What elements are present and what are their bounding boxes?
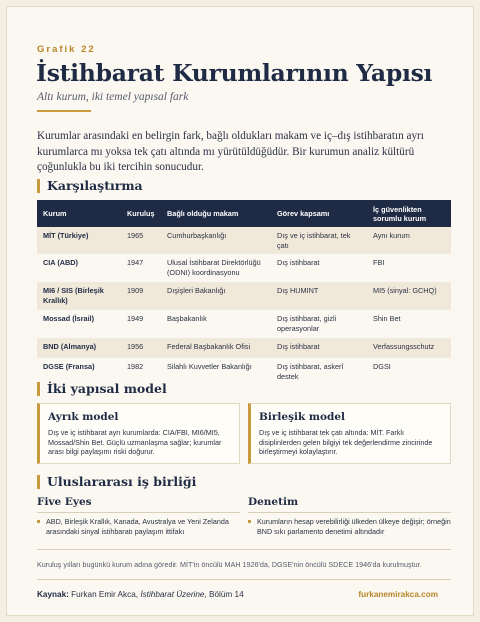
cooperation-heading-text: Uluslararası iş birliği (47, 474, 197, 489)
table-row (37, 227, 451, 254)
page-subtitle: Altı kurum, iki temel yapısal fark (37, 91, 189, 103)
cell-makam: Dışişleri Bakanlığı (161, 282, 271, 310)
oversight-item (248, 517, 451, 536)
card-title: Birleşik model (259, 411, 346, 423)
site-link[interactable]: furkanemirakca.com (358, 590, 438, 599)
card-title: Ayrık model (48, 411, 119, 423)
cell-kurulus: 1982 (121, 358, 161, 386)
table-row (37, 310, 451, 338)
divider (37, 549, 451, 550)
models-heading-text: İki yapısal model (47, 381, 167, 396)
cell-makam: Silahlı Kuvvetler Bakanlığı (161, 358, 271, 386)
cell-ic-guvenlik: Aynı kurum (367, 227, 451, 254)
comparison-heading (37, 178, 143, 193)
table-row (37, 282, 451, 310)
bullet-icon (248, 520, 251, 523)
cell-makam: Başbakanlık (161, 310, 271, 338)
cell-kurum: MİT (Türkiye) (37, 227, 121, 254)
source-label: Kaynak: (37, 590, 69, 599)
cell-makam: Ulusal İstihbarat Direktörlüğü (ODNI) koordinasyonu (161, 254, 271, 282)
section-marker (37, 475, 40, 489)
cell-kurulus: 1965 (121, 227, 161, 254)
card-body: Dış ve iç istihbarat ayrı kurumlarda: CIA/FBI, MI6/MI5, Mossad/Shin Bet. Güçlü uzmanlaşma sağlar; kurumlar arası bilgi paylaşımı riski doğurur. (48, 428, 222, 457)
cell-kapsam: Dış istihbarat, gizli operasyonlar (271, 310, 367, 338)
cell-kurum: MI6 / SIS (Birleşik Krallık) (37, 282, 121, 310)
five-eyes-title: Five Eyes (37, 496, 92, 508)
five-eyes-item (37, 517, 240, 536)
cell-kapsam: Dış istihbarat (271, 338, 367, 358)
cell-kapsam: Dış ve iç istihbarat, tek çatı (271, 227, 367, 254)
models-heading (37, 381, 167, 396)
cell-ic-guvenlik: FBI (367, 254, 451, 282)
col-header-makam: Bağlı olduğu makam (161, 200, 271, 227)
figure-kicker: Grafik 22 (37, 44, 96, 55)
cell-kurum: CIA (ABD) (37, 254, 121, 282)
cell-kapsam: Dış HUMINT (271, 282, 367, 310)
source-book: İstihbarat Üzerine (140, 590, 205, 599)
comparison-table (37, 200, 451, 386)
title-underline (37, 110, 91, 112)
footnote: Kuruluş yılları bugünkü kurum adına göredir. MİT'in öncülü MAH 1926'da, DGSE'nin öncülü SDECE 1946'da kurulmuştur. (37, 560, 422, 569)
cell-kurulus: 1949 (121, 310, 161, 338)
cooperation-heading (37, 474, 196, 489)
divider (37, 512, 240, 513)
cell-ic-guvenlik: Verfassungsschutz (367, 338, 451, 358)
divider (37, 579, 451, 580)
comparison-heading-text: Karşılaştırma (47, 178, 143, 193)
source-line (37, 590, 244, 599)
cell-ic-guvenlik: DGSI (367, 358, 451, 386)
cell-kapsam: Dış istihbarat, askerî destek (271, 358, 367, 386)
oversight-title: Denetim (248, 496, 299, 508)
cell-makam: Cumhurbaşkanlığı (161, 227, 271, 254)
card-body: Dış ve iç istihbarat tek çatı altında: MİT. Farklı disiplinlerden gelen bilgiyi tek değerlendirme zincirinde birleştirmeyi kolaylaştırır. (259, 428, 433, 457)
table-header-row (37, 200, 451, 227)
bullet-icon (37, 520, 40, 523)
table-row (37, 338, 451, 358)
col-header-kurum: Kurum (37, 200, 121, 227)
intro-paragraph: Kurumlar arasındaki en belirgin fark, bağlı oldukları makam ve iç–dış istihbaratın ayrı kurumlarca mı yoksa tek çatı altında mı yürütüldüğüdür. Bir kurumun analiz kültürü çoğunlukla bu iki tercihin sonucudur. (37, 130, 424, 173)
table-row (37, 254, 451, 282)
cell-ic-guvenlik: MI5 (sinyal: GCHQ) (367, 282, 451, 310)
page (6, 6, 474, 616)
cell-kurulus: 1909 (121, 282, 161, 310)
col-header-kapsam: Görev kapsamı (271, 200, 367, 227)
cell-kurulus: 1947 (121, 254, 161, 282)
section-marker (37, 179, 40, 193)
card-separate-model (37, 403, 240, 464)
five-eyes-text: ABD, Birleşik Krallık, Kanada, Avustralya ve Yeni Zelanda arasındaki sinyal istihbaratı paylaşım ittifakı (46, 517, 229, 536)
cell-kurum: Mossad (İsrail) (37, 310, 121, 338)
card-unified-model (248, 403, 451, 464)
source-author: Furkan Emir Akca, (71, 590, 139, 599)
oversight-text: Kurumların hesap verebilirliği ülkeden ülkeye değişir; örneğin BND sıkı parlamento denetimi altındadır (257, 517, 451, 536)
cell-kurum: DGSE (Fransa) (37, 358, 121, 386)
cell-kurulus: 1956 (121, 338, 161, 358)
source-chapter: , Bölüm 14 (204, 590, 244, 599)
cell-makam: Federal Başbakanlık Ofisi (161, 338, 271, 358)
cell-ic-guvenlik: Shin Bet (367, 310, 451, 338)
cell-kurum: BND (Almanya) (37, 338, 121, 358)
cell-kapsam: Dış istihbarat (271, 254, 367, 282)
col-header-ic-guvenlik: İç güvenlikten sorumlu kurum (367, 200, 451, 227)
col-header-kurulus: Kuruluş (121, 200, 161, 227)
page-title: İstihbarat Kurumlarının Yapısı (36, 59, 433, 87)
divider (248, 512, 451, 513)
section-marker (37, 382, 40, 396)
